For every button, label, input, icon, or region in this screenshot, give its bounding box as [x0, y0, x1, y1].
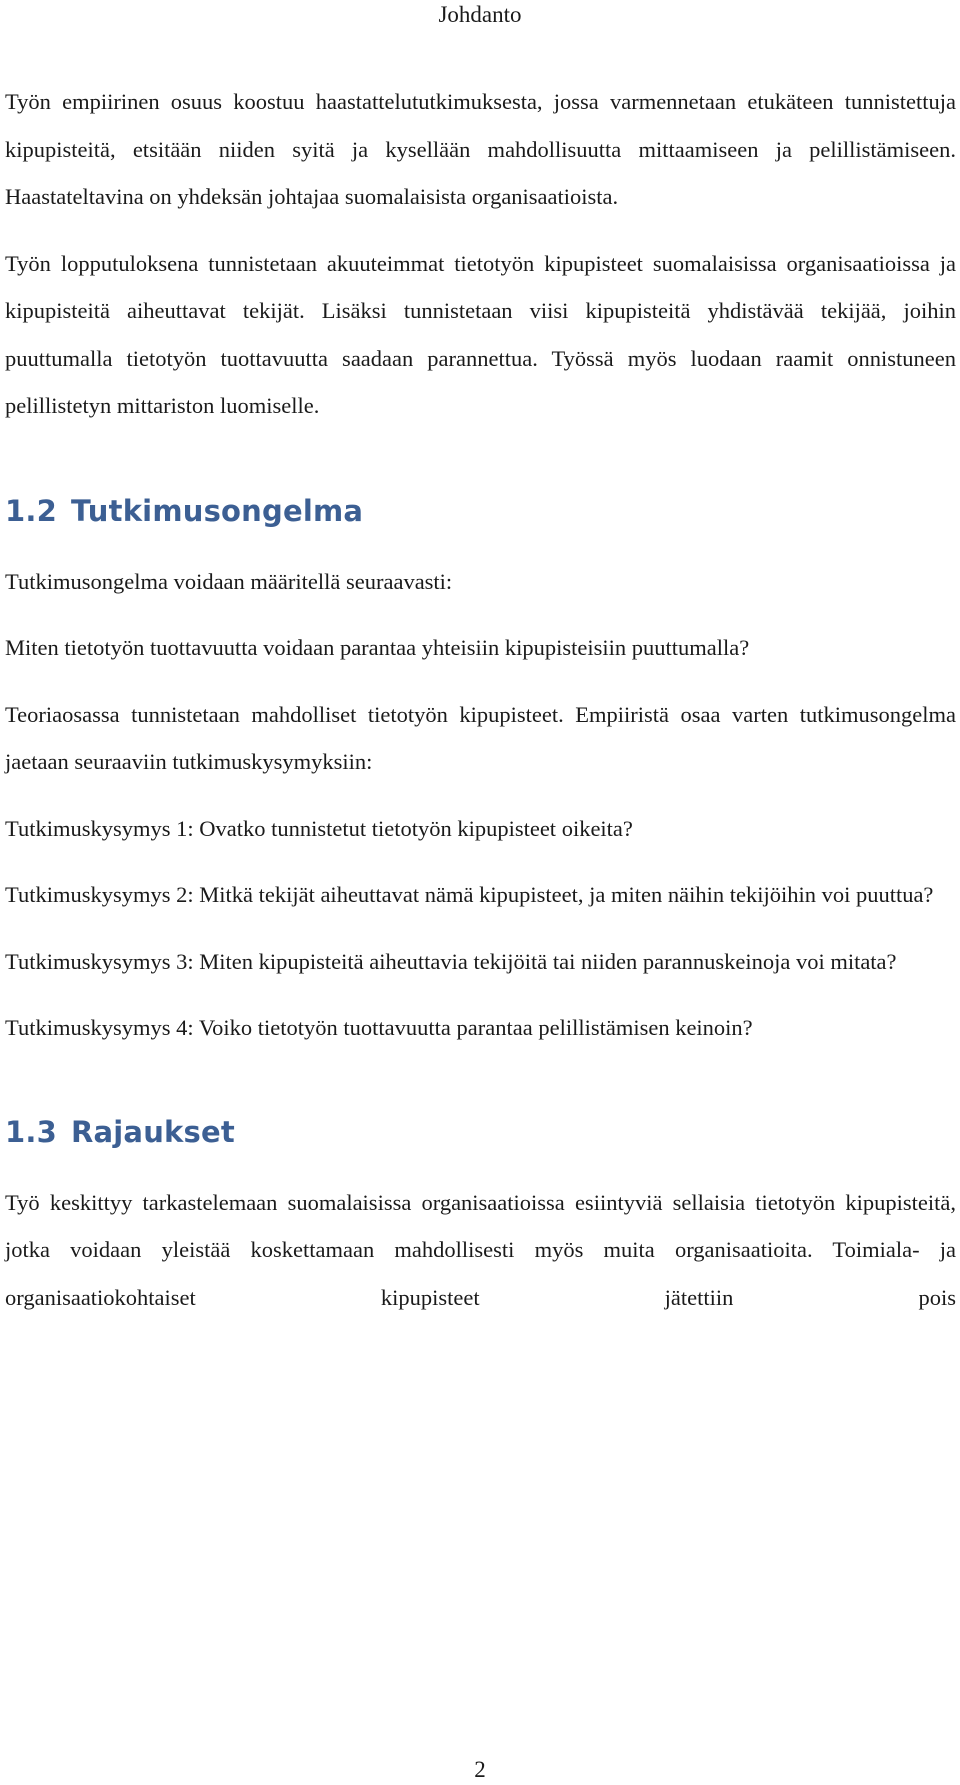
research-problem: Miten tietotyön tuottavuutta voidaan parantaa yhteisiin kipupisteisiin puuttumalla? — [5, 635, 750, 660]
page-content — [5, 78, 956, 1321]
section-heading-rajaukset — [5, 1112, 956, 1152]
intro-paragraph-1: Työn empiirinen osuus koostuu haastattelututkimuksesta, jossa varmennetaan etukäteen tunnistettuja kipupisteitä, etsitään niiden syitä ja kysellään mahdollisuutta mittaamiseen ja pelillistämiseen. Haastateltavina on yhdeksän johtajaa suomalaisista organisaatioista. — [5, 89, 956, 209]
page-number: 2 — [474, 1757, 486, 1782]
section-title: Tutkimusongelma — [70, 493, 364, 528]
scope-paragraph: Työ keskittyy tarkastelemaan suomalaisissa organisaatioissa esiintyviä sellaisia tietotyön kipupisteitä, jotka voidaan yleistää koskettamaan mahdollisesti myös muita organisaatioita. Toimiala- ja organisaatiokohtaiset kipupisteet jätettiin pois — [5, 1189, 956, 1310]
research-question-3: Tutkimuskysymys 3: Miten kipupisteitä aiheuttavia tekijöitä tai niiden parannuskeinoja voi mitata? — [5, 948, 897, 974]
section-heading-tutkimusongelma — [5, 491, 956, 531]
research-question-1: Tutkimuskysymys 1: Ovatko tunnistetut tietotyön kipupisteet oikeita? — [5, 815, 633, 841]
problem-intro: Tutkimusongelma voidaan määritellä seuraavasti: — [5, 568, 453, 594]
section-title: Rajaukset — [70, 1114, 235, 1149]
intro-paragraph-2: Työn lopputuloksena tunnistetaan akuuteimmat tietotyön kipupisteet suomalaisissa organisaatioissa ja kipupisteitä aiheuttavat tekijät. Lisäksi tunnistetaan viisi kipupisteitä yhdistävää tekijää, joihin puuttumalla tietotyön tuottavuutta saadaan parannettua. Työssä myös luodaan raamit onnistuneen pelillistetyn mittariston luomiselle. — [5, 250, 956, 418]
section-number: 1.2 — [5, 493, 57, 528]
running-header: Johdanto — [438, 2, 522, 27]
theory-paragraph: Teoriaosassa tunnistetaan mahdolliset tietotyön kipupisteet. Empiiristä osaa varten tutkimusongelma jaetaan seuraaviin tutkimuskysymyksiin: — [5, 701, 956, 774]
section-number: 1.3 — [5, 1114, 57, 1149]
research-question-4: Tutkimuskysymys 4: Voiko tietotyön tuottavuutta parantaa pelillistämisen keinoin? — [5, 1015, 753, 1040]
research-question-2: Tutkimuskysymys 2: Mitkä tekijät aiheuttavat nämä kipupisteet, ja miten näihin tekijöihin voi puuttua? — [5, 882, 934, 907]
